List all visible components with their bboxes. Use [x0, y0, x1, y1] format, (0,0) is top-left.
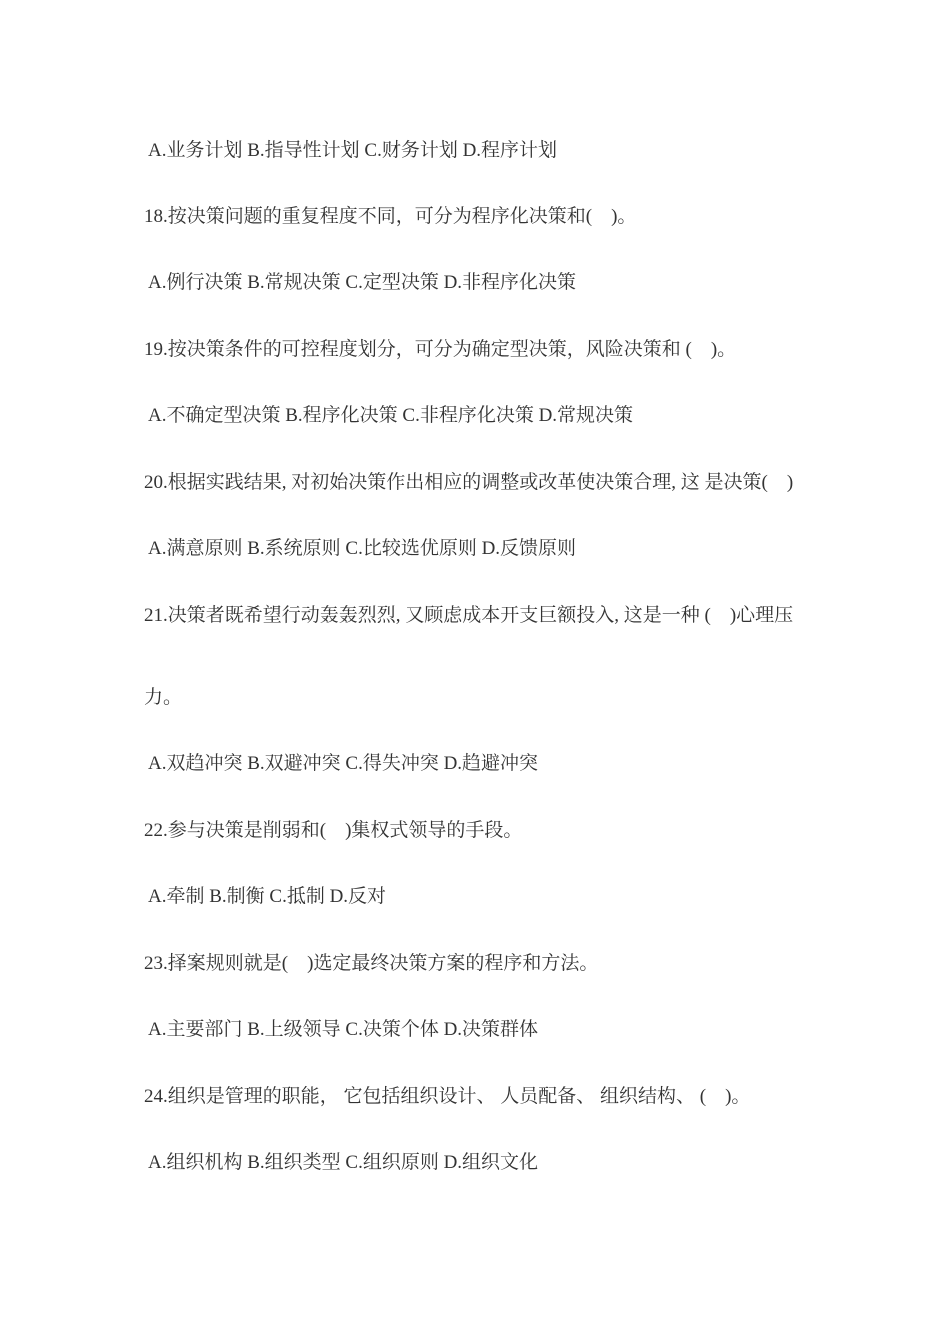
question-19-options: A.不确定型决策 B.程序化决策 C.非程序化决策 D.常规决策: [148, 405, 634, 426]
question-19: 19.按决策条件的可控程度划分，可分为确定型决策，风险决策和 ( )。: [144, 339, 737, 360]
question-21-options: A.双趋冲突 B.双避冲突 C.得失冲突 D.趋避冲突: [148, 753, 539, 774]
question-21-line-1: 21.决策者既希望行动轰轰烈烈, 又顾虑成本开支巨额投入, 这是一种 ( )心理压: [144, 605, 794, 626]
question-24-options: A.组织机构 B.组织类型 C.组织原则 D.组织文化: [148, 1152, 539, 1173]
question-23-options: A.主要部门 B.上级领导 C.决策个体 D.决策群体: [148, 1019, 539, 1040]
question-24: 24.组织是管理的职能， 它包括组织设计、 人员配备、 组织结构、 ( )。: [144, 1086, 751, 1107]
question-18-options: A.例行决策 B.常规决策 C.定型决策 D.非程序化决策: [148, 272, 577, 293]
question-21-line-2: 力。: [144, 687, 183, 708]
question-17-options: A.业务计划 B.指导性计划 C.财务计划 D.程序计划: [148, 140, 558, 161]
question-22-options: A.牵制 B.制衡 C.抵制 D.反对: [148, 886, 387, 907]
question-20-options: A.满意原则 B.系统原则 C.比较选优原则 D.反馈原则: [148, 538, 577, 559]
question-18: 18.按决策问题的重复程度不同，可分为程序化决策和( )。: [144, 206, 637, 227]
question-20: 20.根据实践结果, 对初始决策作出相应的调整或改革使决策合理, 这 是决策( ): [144, 472, 794, 493]
question-22: 22.参与决策是削弱和( )集权式领导的手段。: [144, 820, 523, 841]
question-23: 23.择案规则就是( )选定最终决策方案的程序和方法。: [144, 953, 599, 974]
